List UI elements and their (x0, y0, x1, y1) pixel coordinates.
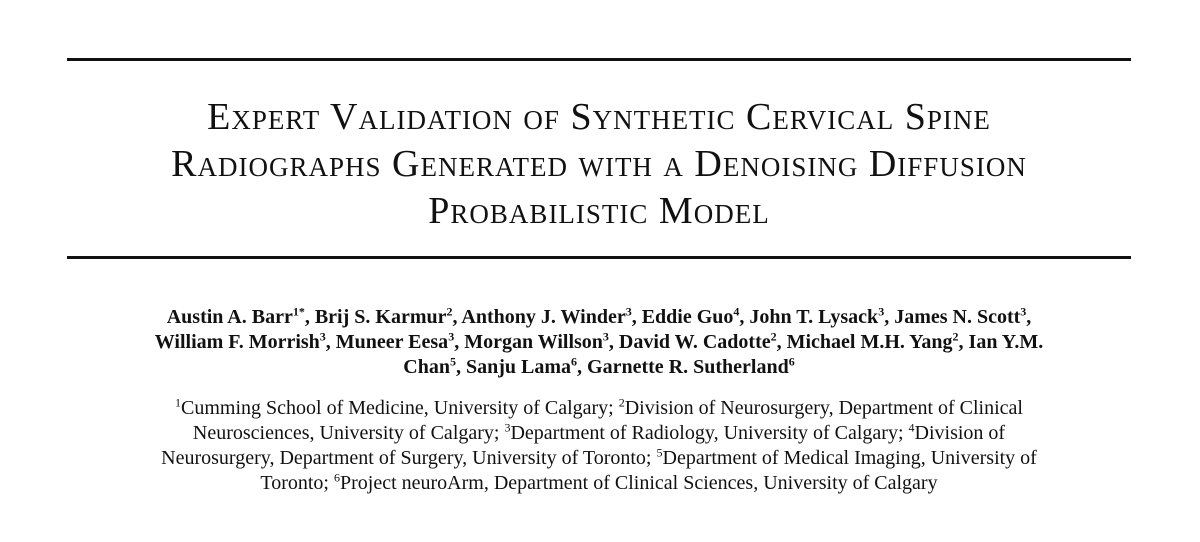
affiliation-mark: 2 (618, 395, 625, 410)
affiliation-text: Department of Radiology, University of Calgary; (510, 422, 909, 444)
affiliation-mark: 4 (908, 420, 915, 435)
author-name: William F. Morrish (154, 331, 320, 353)
author-line-2: William F. Morrish$^3$, Muneer Eesa$^3$, Morgan Willson$^3$, David W. Cadotte$^2$, Michael M.H. Yang$^2$, Ian Y.M. (154, 329, 1044, 353)
title-line-1: Expert Validation of Synthetic Cervical Spine (207, 96, 991, 138)
author-name: Ian Y.M. (968, 331, 1044, 353)
affiliation-text: Neurosciences, University of Calgary; (192, 422, 505, 444)
affiliation-text: Division of (914, 422, 1006, 444)
affiliation-line-4 (67, 471, 1131, 496)
affiliation-text: Cumming School of Medicine, University of Calgary; (181, 397, 619, 419)
author-affiliation-mark: 3 (625, 304, 632, 319)
author-affiliation-mark: 6 (571, 354, 578, 369)
author-affiliation-mark: 3 (319, 329, 326, 344)
affiliation-text: Department of Medical Imaging, University of (662, 447, 1037, 469)
author-line-1: Austin A. Barr$^{1*}$, Brij S. Karmur$^2$, Anthony J. Winder$^3$, Eddie Guo$^4$, John T. Lysack$^3$, James N. Scott$^3$, (166, 304, 1032, 328)
author-affiliation-mark: 3 (602, 329, 609, 344)
author-name: Chan (403, 356, 450, 378)
author-name: David W. Cadotte (618, 331, 771, 353)
author-affiliation-mark: 2 (446, 304, 453, 319)
author-affiliation-mark: 4 (733, 304, 740, 319)
author-affiliation-mark: 6 (788, 354, 795, 369)
author-affiliation-mark: 2 (770, 329, 777, 344)
affiliation-mark: 1 (175, 395, 182, 410)
author-affiliation-mark: 3 (448, 329, 455, 344)
affiliation-line-1 (67, 396, 1131, 421)
paper-title (67, 94, 1131, 235)
bottom-rule (67, 256, 1131, 259)
author-name: Garnette R. Sutherland (587, 356, 789, 378)
top-rule (67, 58, 1131, 61)
title-line-2: Radiographs Generated with a Denoising Diffusion (171, 143, 1027, 185)
author-name: James N. Scott (894, 306, 1021, 328)
author-affiliation-mark: 5 (450, 354, 456, 369)
author-name: John T. Lysack (749, 306, 879, 328)
author-name: Morgan Willson (464, 331, 603, 353)
affiliation-line-2 (67, 421, 1131, 446)
title-line-3: Probabilistic Model (428, 190, 770, 232)
author-name: Brij S. Karmur (314, 306, 447, 328)
author-name: Sanju Lama (466, 356, 572, 378)
affiliation-text: Neurosurgery, Department of Surgery, University of Toronto; (161, 447, 657, 469)
author-name: Eddie Guo (641, 306, 734, 328)
affiliation-line-3 (67, 446, 1131, 471)
author-list (67, 305, 1131, 380)
author-affiliation-mark: 2 (952, 329, 959, 344)
affiliation-mark: 5 (656, 445, 663, 460)
affiliation-mark: 6 (333, 470, 340, 485)
affiliation-mark: 3 (504, 420, 511, 435)
author-name: Anthony J. Winder (461, 306, 626, 328)
affiliation-text: Toronto; (260, 472, 334, 494)
author-name: Muneer Eesa (335, 331, 449, 353)
author-affiliation-mark: 3 (1020, 304, 1027, 319)
affiliation-text: Project neuroArm, Department of Clinical Sciences, University of Calgary (339, 472, 938, 494)
author-name: Austin A. Barr (166, 306, 293, 328)
author-line-3: Chan$^5$, Sanju Lama$^6$, Garnette R. Sutherland$^6$ (403, 354, 795, 378)
author-affiliation-mark: 3 (878, 304, 885, 319)
author-affiliation-mark: 1* (292, 304, 305, 319)
affiliation-text: Division of Neurosurgery, Department of Clinical (624, 397, 1023, 419)
author-name: Michael M.H. Yang (786, 331, 953, 353)
affiliation-list (67, 396, 1131, 496)
